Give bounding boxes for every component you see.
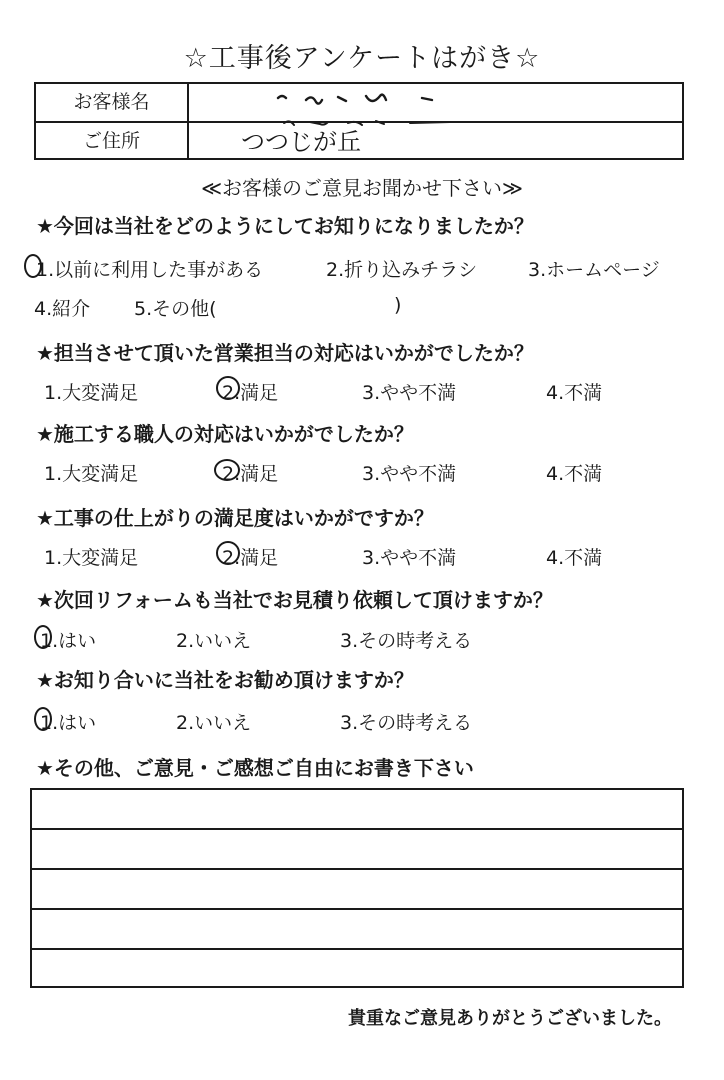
q6-option-3[interactable]: 3.その時考える bbox=[340, 712, 473, 734]
question-1: ★今回は当社をどのようにしてお知りになりましたか？ bbox=[36, 214, 534, 238]
q4-option-3[interactable]: 3.やや不満 bbox=[362, 547, 457, 569]
question-2: ★担当させて頂いた営業担当の対応はいかがでしたか？ bbox=[36, 341, 534, 365]
q1-option-2[interactable]: 2.折り込みチラシ bbox=[326, 259, 478, 281]
comment-line bbox=[32, 828, 682, 830]
customer-address-row bbox=[36, 123, 682, 160]
q4-option-1[interactable]: 1.大変満足 bbox=[44, 547, 139, 569]
q1-option-3[interactable]: 3.ホームページ bbox=[528, 259, 660, 281]
q3-option-2[interactable]: 2.満足 bbox=[222, 463, 279, 485]
question-3: ★施工する職人の対応はいかがでしたか？ bbox=[36, 422, 414, 446]
customer-address-value: つつじが丘 bbox=[241, 128, 361, 156]
customer-info-table bbox=[34, 82, 684, 160]
q1-option-4[interactable]: 4.紹介 bbox=[34, 298, 91, 320]
q3-option-3[interactable]: 3.やや不満 bbox=[362, 463, 457, 485]
q4-option-4[interactable]: 4.不満 bbox=[546, 547, 603, 569]
q5-option-1[interactable]: 1.はい bbox=[40, 630, 97, 652]
q3-option-4[interactable]: 4.不満 bbox=[546, 463, 603, 485]
q1-option-5-close: ) bbox=[394, 294, 402, 316]
q4-option-2[interactable]: 2.満足 bbox=[222, 547, 279, 569]
question-7: ★その他、ご意見・ご感想ご自由にお書き下さい bbox=[36, 756, 474, 780]
q2-option-1[interactable]: 1.大変満足 bbox=[44, 382, 139, 404]
question-6: ★お知り合いに当社をお勧め頂けますか？ bbox=[36, 668, 414, 692]
handwritten-name-scribble bbox=[226, 88, 486, 118]
page-title: ☆工事後アンケートはがき☆ bbox=[183, 43, 541, 74]
comment-line bbox=[32, 908, 682, 910]
customer-name-label: お客様名 bbox=[36, 84, 189, 121]
q5-option-3[interactable]: 3.その時考える bbox=[340, 630, 473, 652]
q2-option-4[interactable]: 4.不満 bbox=[546, 382, 603, 404]
customer-address-label: ご住所 bbox=[36, 123, 189, 160]
comment-line bbox=[32, 868, 682, 870]
q2-option-2[interactable]: 2.満足 bbox=[222, 382, 279, 404]
comment-box[interactable] bbox=[30, 788, 684, 988]
q1-option-5[interactable]: 5.その他( bbox=[134, 298, 217, 320]
q5-option-2[interactable]: 2.いいえ bbox=[176, 630, 252, 652]
question-5: ★次回リフォームも当社でお見積り依頼して頂けますか？ bbox=[36, 588, 553, 612]
question-4: ★工事の仕上がりの満足度はいかがですか？ bbox=[36, 506, 434, 530]
thank-you-note: 貴重なご意見ありがとうございました。 bbox=[348, 1008, 672, 1029]
q6-option-2[interactable]: 2.いいえ bbox=[176, 712, 252, 734]
q6-option-1[interactable]: 1.はい bbox=[40, 712, 97, 734]
comment-line bbox=[32, 948, 682, 950]
q1-option-1[interactable]: 1.以前に利用した事がある bbox=[36, 259, 264, 281]
section-subtitle: ≪お客様のご意見お聞かせ下さい≫ bbox=[201, 176, 523, 200]
q2-option-3[interactable]: 3.やや不満 bbox=[362, 382, 457, 404]
q3-option-1[interactable]: 1.大変満足 bbox=[44, 463, 139, 485]
